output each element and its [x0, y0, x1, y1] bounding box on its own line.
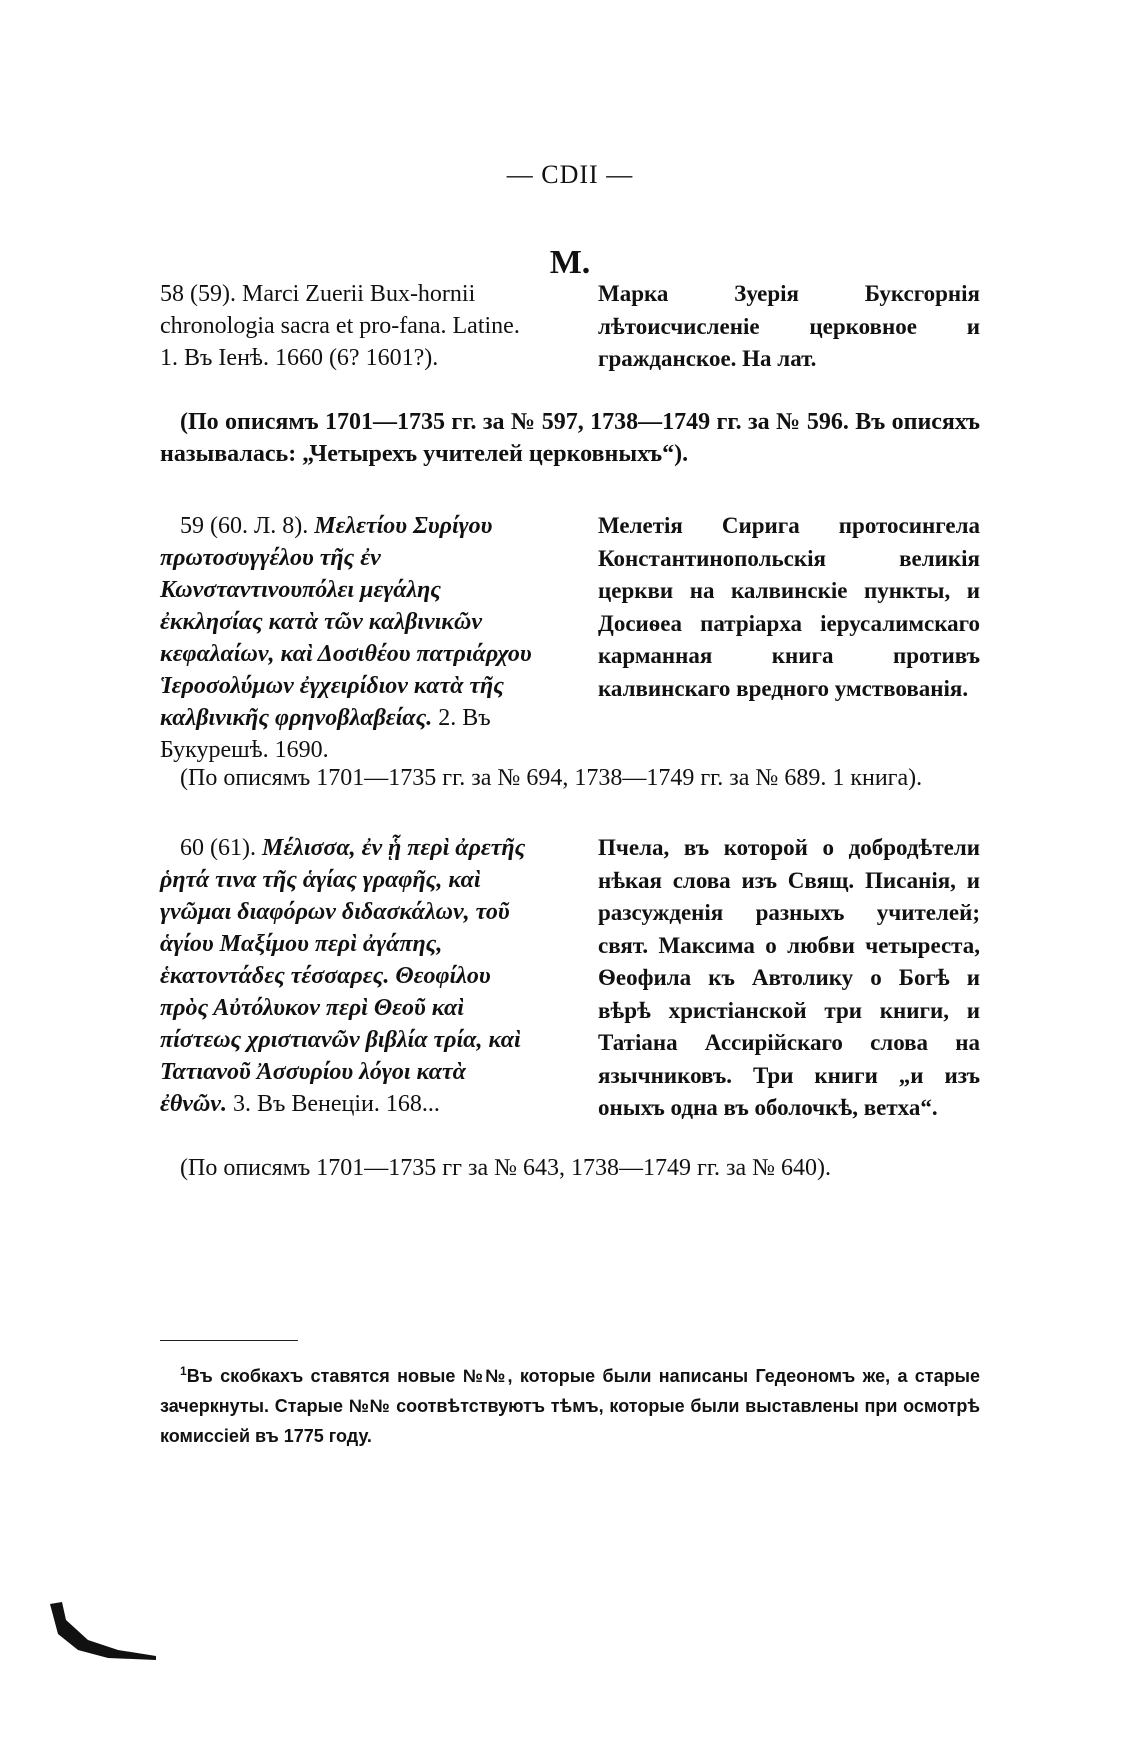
footnote-marker: 1 — [180, 1364, 187, 1378]
entry-number: 60 (61). — [180, 835, 262, 861]
entry-inventory-note: (По описямъ 1701—1735 гг. за № 597, 1738—1749 гг. за № 596. Въ описяхъ называлась: „Четырехъ учителей церковныхъ“). — [160, 409, 980, 467]
entry-number: 58 (59). — [160, 281, 242, 307]
entry-russian-translation: Пчела, въ которой о добродѣтели нѣкая слова изъ Свящ. Писанія, и разсужденія разныхъ учителей; свят. Максима о любви четыреста, Ѳеофила къ Автолику о Богѣ и вѣрѣ христіанской три книги, и Татіана Ассирійскаго слова на язычниковъ. Три книги „и изъ оныхъ одна въ оболочкѣ, ветха“. — [598, 835, 980, 1120]
footnote — [160, 1356, 980, 1451]
section-letter: M. — [549, 244, 591, 281]
entry-greek-text: Μελετίου Συρίγου πρωτοσυγγέλου τῆς ἐν Κωνσταντινουπόλει μεγάλης ἐκκλησίας κατὰ τῶν καλβινικῶν κεφαλαίων, καὶ Δοσιθέου πατριάρχου Ἱεροσολύμων ἐγχειρίδιον κατὰ τῆς καλβινικῆς φρηνοβλαβείας. — [160, 513, 532, 731]
footnote-rule — [160, 1340, 298, 1341]
entry-latin-title — [160, 278, 532, 374]
entry-title-text: Marci Zuerii Bux-horniі chronologia sacra et pro-fana. Latine. 1. Въ Iенѣ. 1660 (6? 1601?). — [160, 281, 520, 371]
entry-inventory-note: (По описямъ 1701—1735 гг за № 643, 1738—1749 гг. за № 640). — [180, 1155, 832, 1181]
entry-greek-text: Μέλισσα, ἐν ᾗ περὶ ἀρετῆς ῥητά τινα τῆς ἁγίας γραφῆς, καὶ γνῶμαι διαφόρων διδασκάλων, τοῦ ἁγίου Μαξίμου περὶ ἀγάπης, ἑκατοντάδες τέσσαρες. Θεοφίλου πρὸς Αὐτόλυκον περὶ Θεοῦ καὶ πίστεως χριστιανῶν βιβλία τρία, καὶ Τατιανοῦ Ἀσσυρίου λόγοι κατὰ ἐθνῶν. — [160, 835, 526, 1117]
page-number: — CDII — — [506, 160, 634, 189]
entry-greek-title — [160, 832, 532, 1120]
entry-russian-translation: Мелетія Сирига протосингела Константинопольскія великія церкви на калвинскіе пункты, и Досиѳеа патріарха іерусалимскаго карманная книга противъ калвинскаго вредного умствованія. — [598, 513, 980, 701]
entry-imprint: 2. Въ Букурешѣ. 1690. — [160, 705, 491, 763]
entry-greek-title — [160, 510, 532, 766]
scan-corner-mark-icon — [48, 1600, 158, 1660]
entry-russian-translation: Марка Зуерія Буксгорнія лѣтоисчисленіе церковное и гражданское. На лат. — [598, 281, 980, 371]
footnote-text: Въ скобкахъ ставятся новые №№, которые были написаны Гедеономъ же, а старые зачеркнуты. Старые №№ соотвѣтствуютъ тѣмъ, которые были выставлены при осмотрѣ комиссiей въ 1775 году. — [160, 1366, 980, 1446]
entry-imprint: 3. Въ Венеціи. 168... — [226, 1091, 440, 1117]
entry-number: 59 (60. Л. 8). — [180, 513, 315, 539]
entry-inventory-note: (По описямъ 1701—1735 гг. за № 694, 1738—1749 гг. за № 689. 1 книга). — [180, 765, 923, 791]
